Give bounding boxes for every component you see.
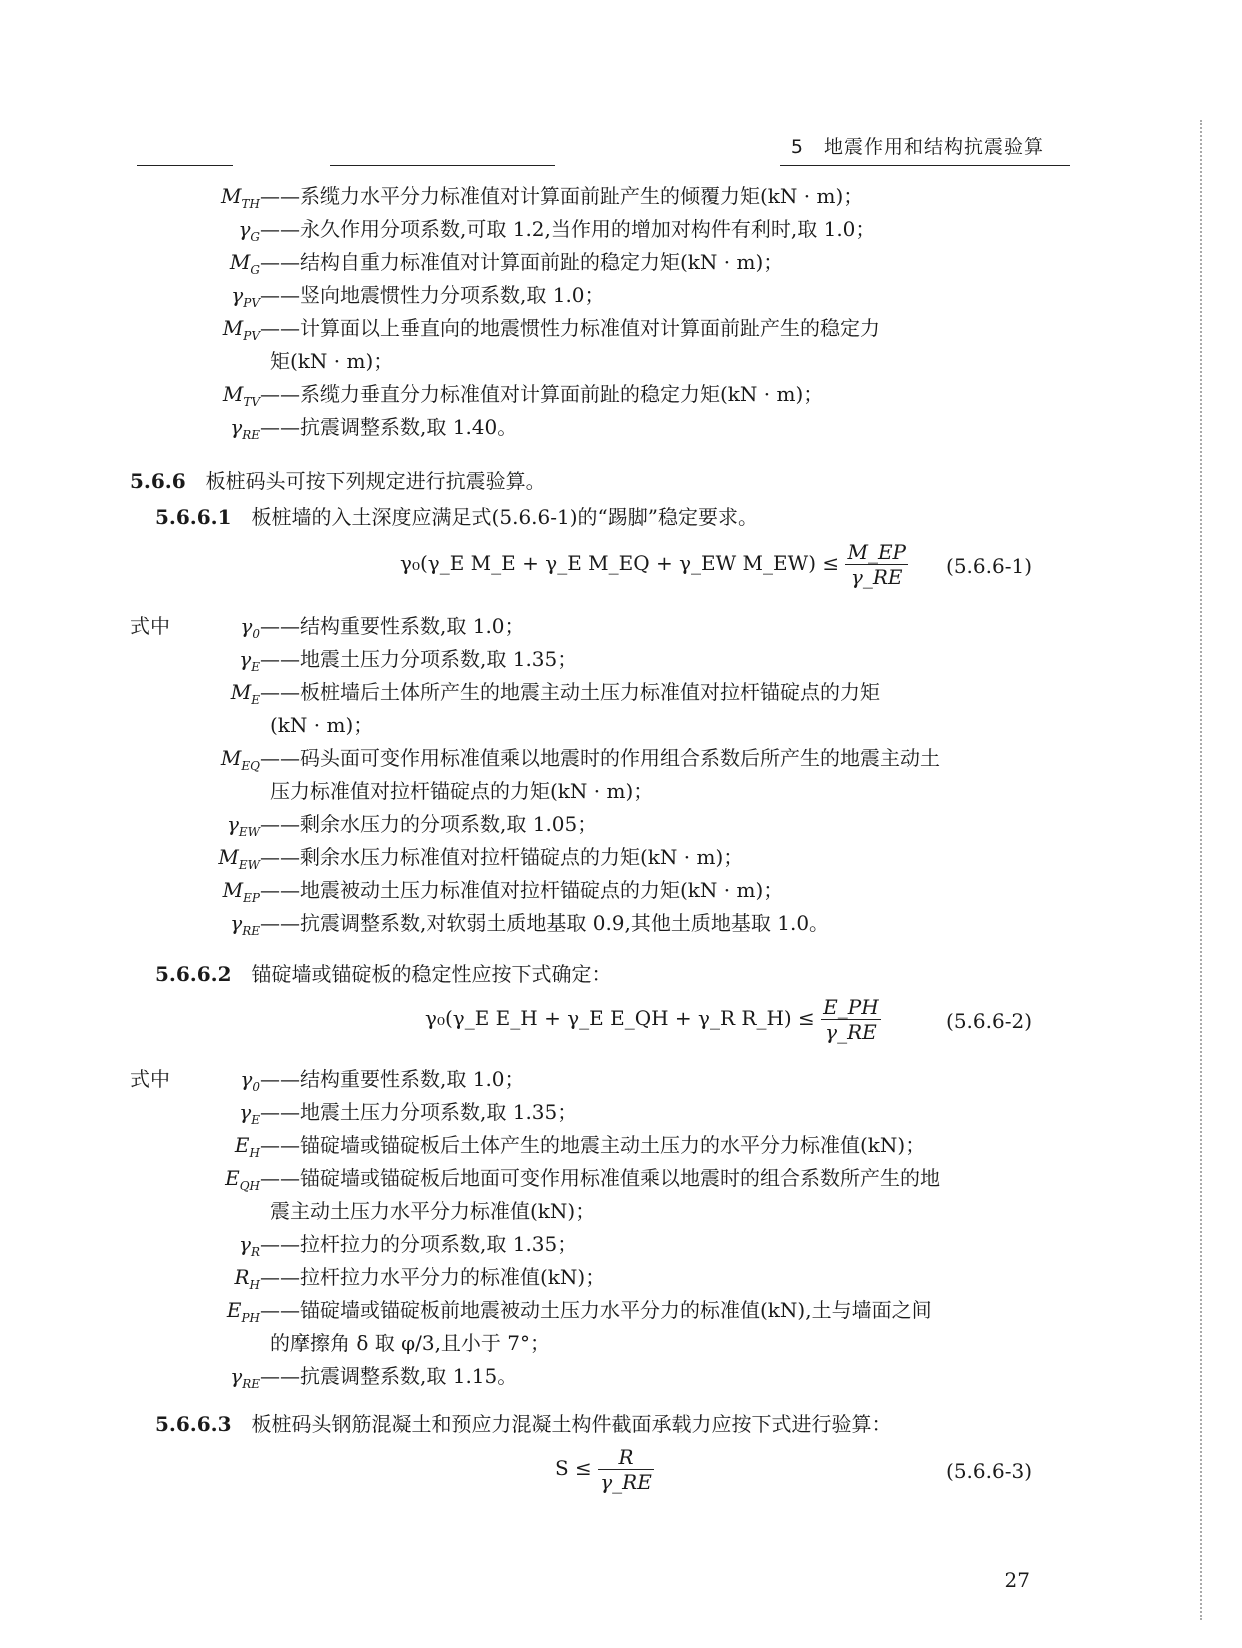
equation-lhs: γ₀(γ_E M_E + γ_E M_EQ + γ_EW M_EW) ≤ <box>400 551 846 575</box>
equation-number: (5.6.6-3) <box>946 1459 1032 1483</box>
header-rule <box>780 165 1070 166</box>
definition-line <box>130 380 823 416</box>
symbol: $E_{QH}$ <box>225 1166 260 1193</box>
definition-text: 地震土压力分项系数,取 1.35； <box>300 647 578 671</box>
symbol-subscript: 0 <box>252 1080 260 1094</box>
denominator: γ_RE <box>600 1470 652 1494</box>
denominator: γ_RE <box>850 565 903 589</box>
dash: —— <box>260 647 300 671</box>
definition-continuation: 压力标准值对拉杆锚碇点的力矩(kN · m)； <box>270 779 654 803</box>
dash: —— <box>260 614 300 638</box>
definition-line <box>130 843 743 879</box>
dash: —— <box>260 1133 300 1157</box>
definition-line <box>130 215 875 251</box>
dash: —— <box>260 746 300 770</box>
symbol: $\gamma_{RE}$ <box>230 1364 260 1391</box>
dash: —— <box>260 1100 300 1124</box>
symbol-subscript: RE <box>242 428 260 442</box>
symbol: $\gamma_{EW}$ <box>226 812 260 839</box>
definition-line <box>130 678 880 714</box>
definition-line <box>130 1263 605 1299</box>
fraction <box>821 995 881 1044</box>
symbol: $\gamma_0$ <box>240 614 260 641</box>
definition-continuation: 的摩擦角 δ 取 φ/3,且小于 7°； <box>270 1331 551 1355</box>
definition-continuation: 矩(kN · m)； <box>270 349 394 373</box>
definition-text: 抗震调整系数,取 1.15。 <box>300 1364 518 1388</box>
symbol-subscript: EW <box>238 858 260 872</box>
symbol: $M_{EW}$ <box>218 845 260 872</box>
symbol-subscript: RE <box>242 1377 260 1391</box>
section-heading <box>130 467 546 495</box>
definition-text: 拉杆拉力水平分力的标准值(kN)； <box>300 1265 606 1289</box>
definition-line <box>130 1164 940 1200</box>
equation <box>425 995 881 1044</box>
definition-text: 系缆力水平分力标准值对计算面前趾产生的倾覆力矩(kN · m)； <box>300 184 864 208</box>
definition-continuation: 震主动土压力水平分力标准值(kN)； <box>270 1199 596 1223</box>
symbol: $M_G$ <box>229 250 260 277</box>
symbol: $\gamma_R$ <box>239 1232 260 1259</box>
definition-line <box>130 413 517 449</box>
symbol-subscript: EW <box>238 825 260 839</box>
definition-line <box>130 1131 925 1167</box>
symbol-subscript: E <box>251 660 260 674</box>
symbol-subscript: H <box>249 1278 260 1292</box>
symbol: $\gamma_{PV}$ <box>231 283 260 310</box>
symbol-subscript: EP <box>243 891 260 905</box>
header-rule <box>137 165 233 166</box>
numerator: E_PH <box>823 995 879 1019</box>
symbol-subscript: PH <box>241 1311 260 1325</box>
definition-text: 板桩墙后土体所产生的地震主动土压力标准值对拉杆锚碇点的力矩 <box>300 680 880 704</box>
definition-text: 永久作用分项系数,可取 1.2,当作用的增加对构件有利时,取 1.0； <box>300 217 876 241</box>
denominator: γ_RE <box>825 1020 877 1044</box>
definition-text: 竖向地震惯性力分项系数,取 1.0； <box>300 283 605 307</box>
fraction <box>845 540 908 589</box>
symbol: $M_{TH}$ <box>221 184 260 211</box>
dash: —— <box>260 217 300 241</box>
symbol-subscript: PV <box>243 329 260 343</box>
symbol-subscript: QH <box>239 1179 260 1193</box>
section-text: 板桩码头可按下列规定进行抗震验算。 <box>185 469 546 493</box>
section-text: 板桩墙的入土深度应满足式(5.6.6-1)的“踢脚”稳定要求。 <box>231 505 758 529</box>
formula-lead: 式中 <box>130 1067 170 1091</box>
formula-lead: 式中 <box>130 614 170 638</box>
dash: —— <box>260 250 300 274</box>
section-number: 5.6.6.2 <box>155 962 232 986</box>
symbol: $\gamma_E$ <box>239 1100 260 1127</box>
equation-lhs: S ≤ <box>555 1456 599 1480</box>
symbol: $\gamma_G$ <box>238 217 260 244</box>
definition-line <box>130 876 783 912</box>
symbol-subscript: TV <box>243 395 260 409</box>
fraction <box>598 1445 654 1494</box>
symbol: $E_{PH}$ <box>226 1298 260 1325</box>
dash: —— <box>260 415 300 439</box>
definition-text: 锚碇墙或锚碇板前地震被动土压力水平分力的标准值(kN),土与墙面之间 <box>300 1298 932 1322</box>
symbol-subscript: PV <box>243 296 260 310</box>
symbol: $\gamma_{RE}$ <box>230 415 260 442</box>
symbol: $M_E$ <box>230 680 260 707</box>
definition-text: 抗震调整系数,取 1.40。 <box>300 415 518 439</box>
definition-line <box>130 1296 932 1332</box>
symbol: $\gamma_0$ <box>240 1067 260 1094</box>
equation-lhs: γ₀(γ_E E_H + γ_E E_QH + γ_R R_H) ≤ <box>425 1006 822 1030</box>
symbol-subscript: EQ <box>241 759 260 773</box>
definition-line <box>130 1230 577 1266</box>
definition-text: 地震被动土压力标准值对拉杆锚碇点的力矩(kN · m)； <box>300 878 784 902</box>
dash: —— <box>260 911 300 935</box>
symbol: $\gamma_{RE}$ <box>230 911 260 938</box>
equation <box>400 540 908 589</box>
definition-line <box>130 645 577 681</box>
symbol-subscript: RE <box>242 924 260 938</box>
running-header: 5 地震作用和结构抗震验算 <box>790 136 1044 158</box>
definition-line <box>130 248 783 284</box>
symbol-subscript: H <box>249 1146 260 1160</box>
dash: —— <box>260 1232 300 1256</box>
definition-line <box>130 281 605 317</box>
dash: —— <box>260 1067 300 1091</box>
dash: —— <box>260 845 300 869</box>
symbol: $M_{PV}$ <box>222 316 260 343</box>
symbol: $M_{TV}$ <box>222 382 260 409</box>
definition-text: 地震土压力分项系数,取 1.35； <box>300 1100 578 1124</box>
definition-text: 计算面以上垂直向的地震惯性力标准值对计算面前趾产生的稳定力 <box>300 316 880 340</box>
dash: —— <box>260 316 300 340</box>
definition-line <box>130 744 940 780</box>
definition-text: 结构重要性系数,取 1.0； <box>300 1067 525 1091</box>
symbol: $E_H$ <box>234 1133 260 1160</box>
definition-text: 结构重要性系数,取 1.0； <box>300 614 525 638</box>
numerator: R <box>598 1445 654 1470</box>
dash: —— <box>260 184 300 208</box>
definition-continuation: (kN · m)； <box>270 713 374 737</box>
symbol-subscript: E <box>251 1113 260 1127</box>
section-text: 锚碇墙或锚碇板的稳定性应按下式确定： <box>231 962 612 986</box>
section-heading <box>155 503 758 531</box>
section-number: 5.6.6.1 <box>155 505 232 529</box>
definition-line <box>130 612 525 648</box>
section-number: 5.6.6.3 <box>155 1412 232 1436</box>
dash: —— <box>260 680 300 704</box>
section-heading <box>155 1410 892 1438</box>
definition-text: 锚碇墙或锚碇板后土体产生的地震主动土压力的水平分力标准值(kN)； <box>300 1133 926 1157</box>
symbol-subscript: G <box>250 263 260 277</box>
dash: —— <box>260 1166 300 1190</box>
dash: —— <box>260 878 300 902</box>
definition-text: 码头面可变作用标准值乘以地震时的作用组合系数后所产生的地震主动土 <box>300 746 940 770</box>
section-number: 5.6.6 <box>130 469 186 493</box>
symbol-subscript: G <box>250 230 260 244</box>
definition-line <box>130 909 829 945</box>
definition-text: 拉杆拉力的分项系数,取 1.35； <box>300 1232 578 1256</box>
dash: —— <box>260 1265 300 1289</box>
definition-text: 剩余水压力标准值对拉杆锚碇点的力矩(kN · m)； <box>300 845 744 869</box>
symbol-subscript: E <box>251 693 260 707</box>
equation-number: (5.6.6-1) <box>946 554 1032 578</box>
definition-text: 剩余水压力的分项系数,取 1.05； <box>300 812 598 836</box>
definition-line <box>130 182 863 218</box>
dash: —— <box>260 283 300 307</box>
definition-line <box>130 810 597 846</box>
definition-line <box>130 1065 525 1101</box>
dash: —— <box>260 1364 300 1388</box>
header-rule <box>330 165 555 166</box>
symbol: $R_H$ <box>234 1265 260 1292</box>
symbol: $\gamma_E$ <box>239 647 260 674</box>
definition-text: 结构自重力标准值对计算面前趾的稳定力矩(kN · m)； <box>300 250 784 274</box>
symbol-subscript: TH <box>241 197 260 211</box>
symbol: $M_{EP}$ <box>222 878 260 905</box>
symbol: $M_{EQ}$ <box>220 746 260 773</box>
section-text: 板桩码头钢筋混凝土和预应力混凝土构件截面承载力应按下式进行验算： <box>231 1412 892 1436</box>
page-number: 27 <box>1004 1568 1030 1592</box>
definition-line <box>130 1098 577 1134</box>
dash: —— <box>260 812 300 836</box>
definition-line <box>130 1362 517 1398</box>
symbol-subscript: R <box>250 1245 260 1259</box>
definition-text: 抗震调整系数,对软弱土质地基取 0.9,其他土质地基取 1.0。 <box>300 911 830 935</box>
numerator: M_EP <box>847 540 907 564</box>
equation-number: (5.6.6-2) <box>946 1009 1032 1033</box>
definition-line <box>130 314 880 350</box>
definition-text: 锚碇墙或锚碇板后地面可变作用标准值乘以地震时的组合系数所产生的地 <box>300 1166 940 1190</box>
binding-edge <box>1200 120 1202 1620</box>
definition-text: 系缆力垂直分力标准值对计算面前趾的稳定力矩(kN · m)； <box>300 382 824 406</box>
section-heading <box>155 960 612 988</box>
dash: —— <box>260 1298 300 1322</box>
equation <box>555 1445 654 1494</box>
symbol-subscript: 0 <box>252 627 260 641</box>
dash: —— <box>260 382 300 406</box>
